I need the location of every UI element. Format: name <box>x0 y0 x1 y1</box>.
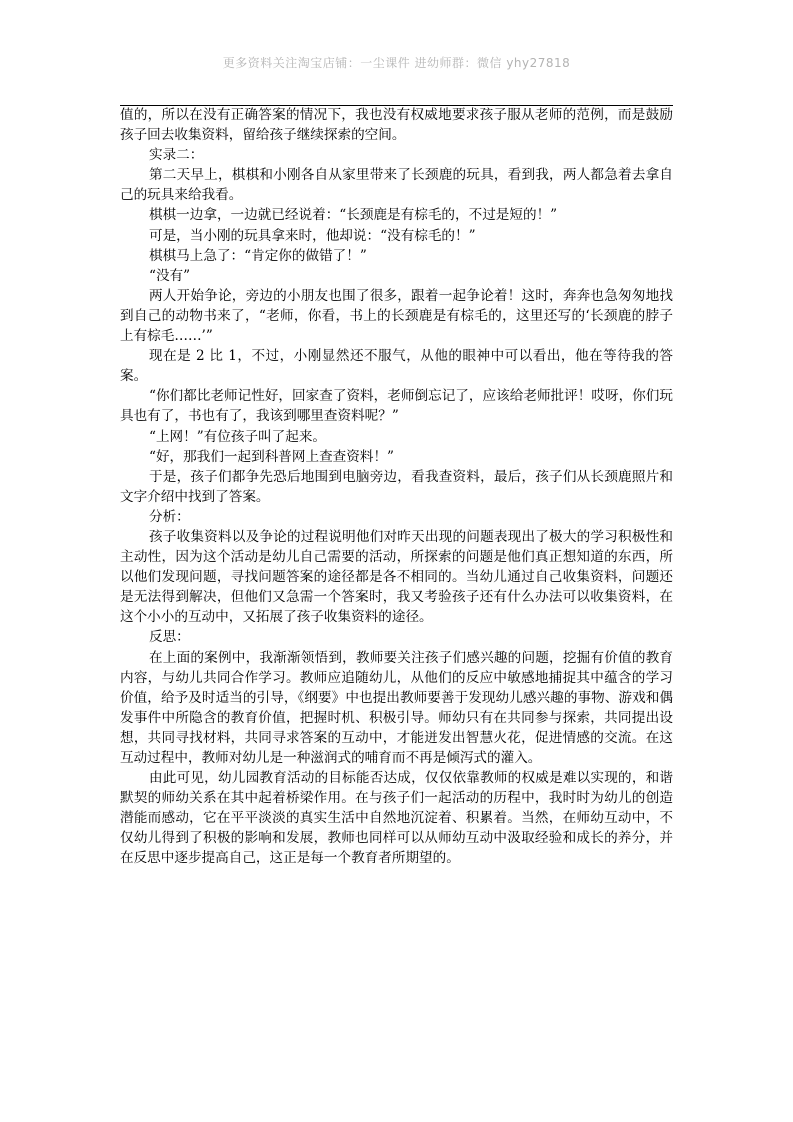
paragraph-4: 棋棋一边拿，一边就已经说着：“长颈鹿是有棕毛的，不过是短的！” <box>149 207 558 224</box>
paragraph-13: 于是，孩子们都争先恐后地围到电脑旁边，看我查资料，最后，孩子们从长颈鹿照片和文字介绍中找到了答案。 <box>120 468 673 505</box>
paragraph-10: “你们都比老师记性好，回家查了资料，老师倒忘记了，应该给老师批评！哎呀，你们玩具也有了，书也有了，我该到哪里查资料呢？” <box>120 388 673 425</box>
page-header-watermark: 更多资料关注淘宝店铺：一尘课件 进幼师群：微信 yhy27818 <box>222 56 571 70</box>
paragraph-17: 在上面的案例中，我渐渐领悟到，教师要关注孩子们感兴趣的问题，挖掘有价值的教育内容，与幼儿共同合作学习。教师应追随幼儿，从他们的反应中敏感地捕捉其中蕴含的学习价值，给予及时适当的引导，《纲要》中也提出教师要善于发现幼儿感兴趣的事物、游戏和偶发事件中所隐含的教育价值，把握时机、积极引导。师幼只有在共同参与探索，共同提出设想，共同寻找材料，共同寻求答案的互动中，才能迸发出智慧火花，促进情感的交流。在这互动过程中，教师对幼儿是一种滋润式的哺育而不再是倾泻式的灌入。 <box>120 649 673 766</box>
paragraph-9: 现在是 2 比 1，不过，小刚显然还不服气，从他的眼神中可以看出，他在等待我的答案。 <box>120 348 673 385</box>
document-body <box>120 105 673 869</box>
section-heading-record-2: 实录二： <box>149 147 204 164</box>
paragraph-7: “没有” <box>149 267 191 284</box>
paragraph-3: 第二天早上，棋棋和小刚各自从家里带来了长颈鹿的玩具，看到我，两人都急着去拿自己的玩具来给我看。 <box>120 167 673 204</box>
section-heading-analysis: 分析： <box>149 508 190 525</box>
paragraph-15: 孩子收集资料以及争论的过程说明他们对昨天出现的问题表现出了极大的学习积极性和主动性，因为这个活动是幼儿自己需要的活动，所探索的问题是他们真正想知道的东西，所以他们发现问题，寻找问题答案的途径都是各不相同的。当幼儿通过自己收集资料，问题还是无法得到解决，但他们又急需一个答案时，我又考验孩子还有什么办法可以收集资料，在这个小小的互动中，又拓展了孩子收集资料的途径。 <box>120 528 673 626</box>
paragraph-1: 值的，所以在没有正确答案的情况下，我也没有权威地要求孩子服从老师的范例，而是鼓励孩子回去收集资料，留给孩子继续探索的空间。 <box>120 107 673 144</box>
paragraph-11: “上网！”有位孩子叫了起来。 <box>149 428 327 445</box>
paragraph-5: 可是，当小刚的玩具拿来时，他却说：“没有棕毛的！” <box>149 227 476 244</box>
paragraph-8: 两人开始争论，旁边的小朋友也围了很多，跟着一起争论着！这时，奔奔也急匆匆地找到自己的动物书来了，“老师，你看，书上的长颈鹿是有棕毛的，这里还写的‘长颈鹿的脖子上有棕毛……’” <box>120 287 673 345</box>
section-heading-reflection: 反思： <box>149 629 190 646</box>
paragraph-18: 由此可见，幼儿园教育活动的目标能否达成，仅仅依靠教师的权威是难以实现的，和谐默契的师幼关系在其中起着桥梁作用。在与孩子们一起活动的历程中，我时时为幼儿的创造潜能而感动，它在平平淡淡的真实生活中自然地沉淀着、积累着。当然，在师幼互动中，不仅幼儿得到了积极的影响和发展，教师也同样可以从师幼互动中汲取经验和成长的养分，并在反思中逐步提高自己，这正是每一个教育者所期望的。 <box>120 770 673 867</box>
paragraph-12: “好，那我们一起到科普网上查查资料！” <box>149 448 394 465</box>
paragraph-6: 棋棋马上急了：“肯定你的做错了！” <box>149 247 367 264</box>
